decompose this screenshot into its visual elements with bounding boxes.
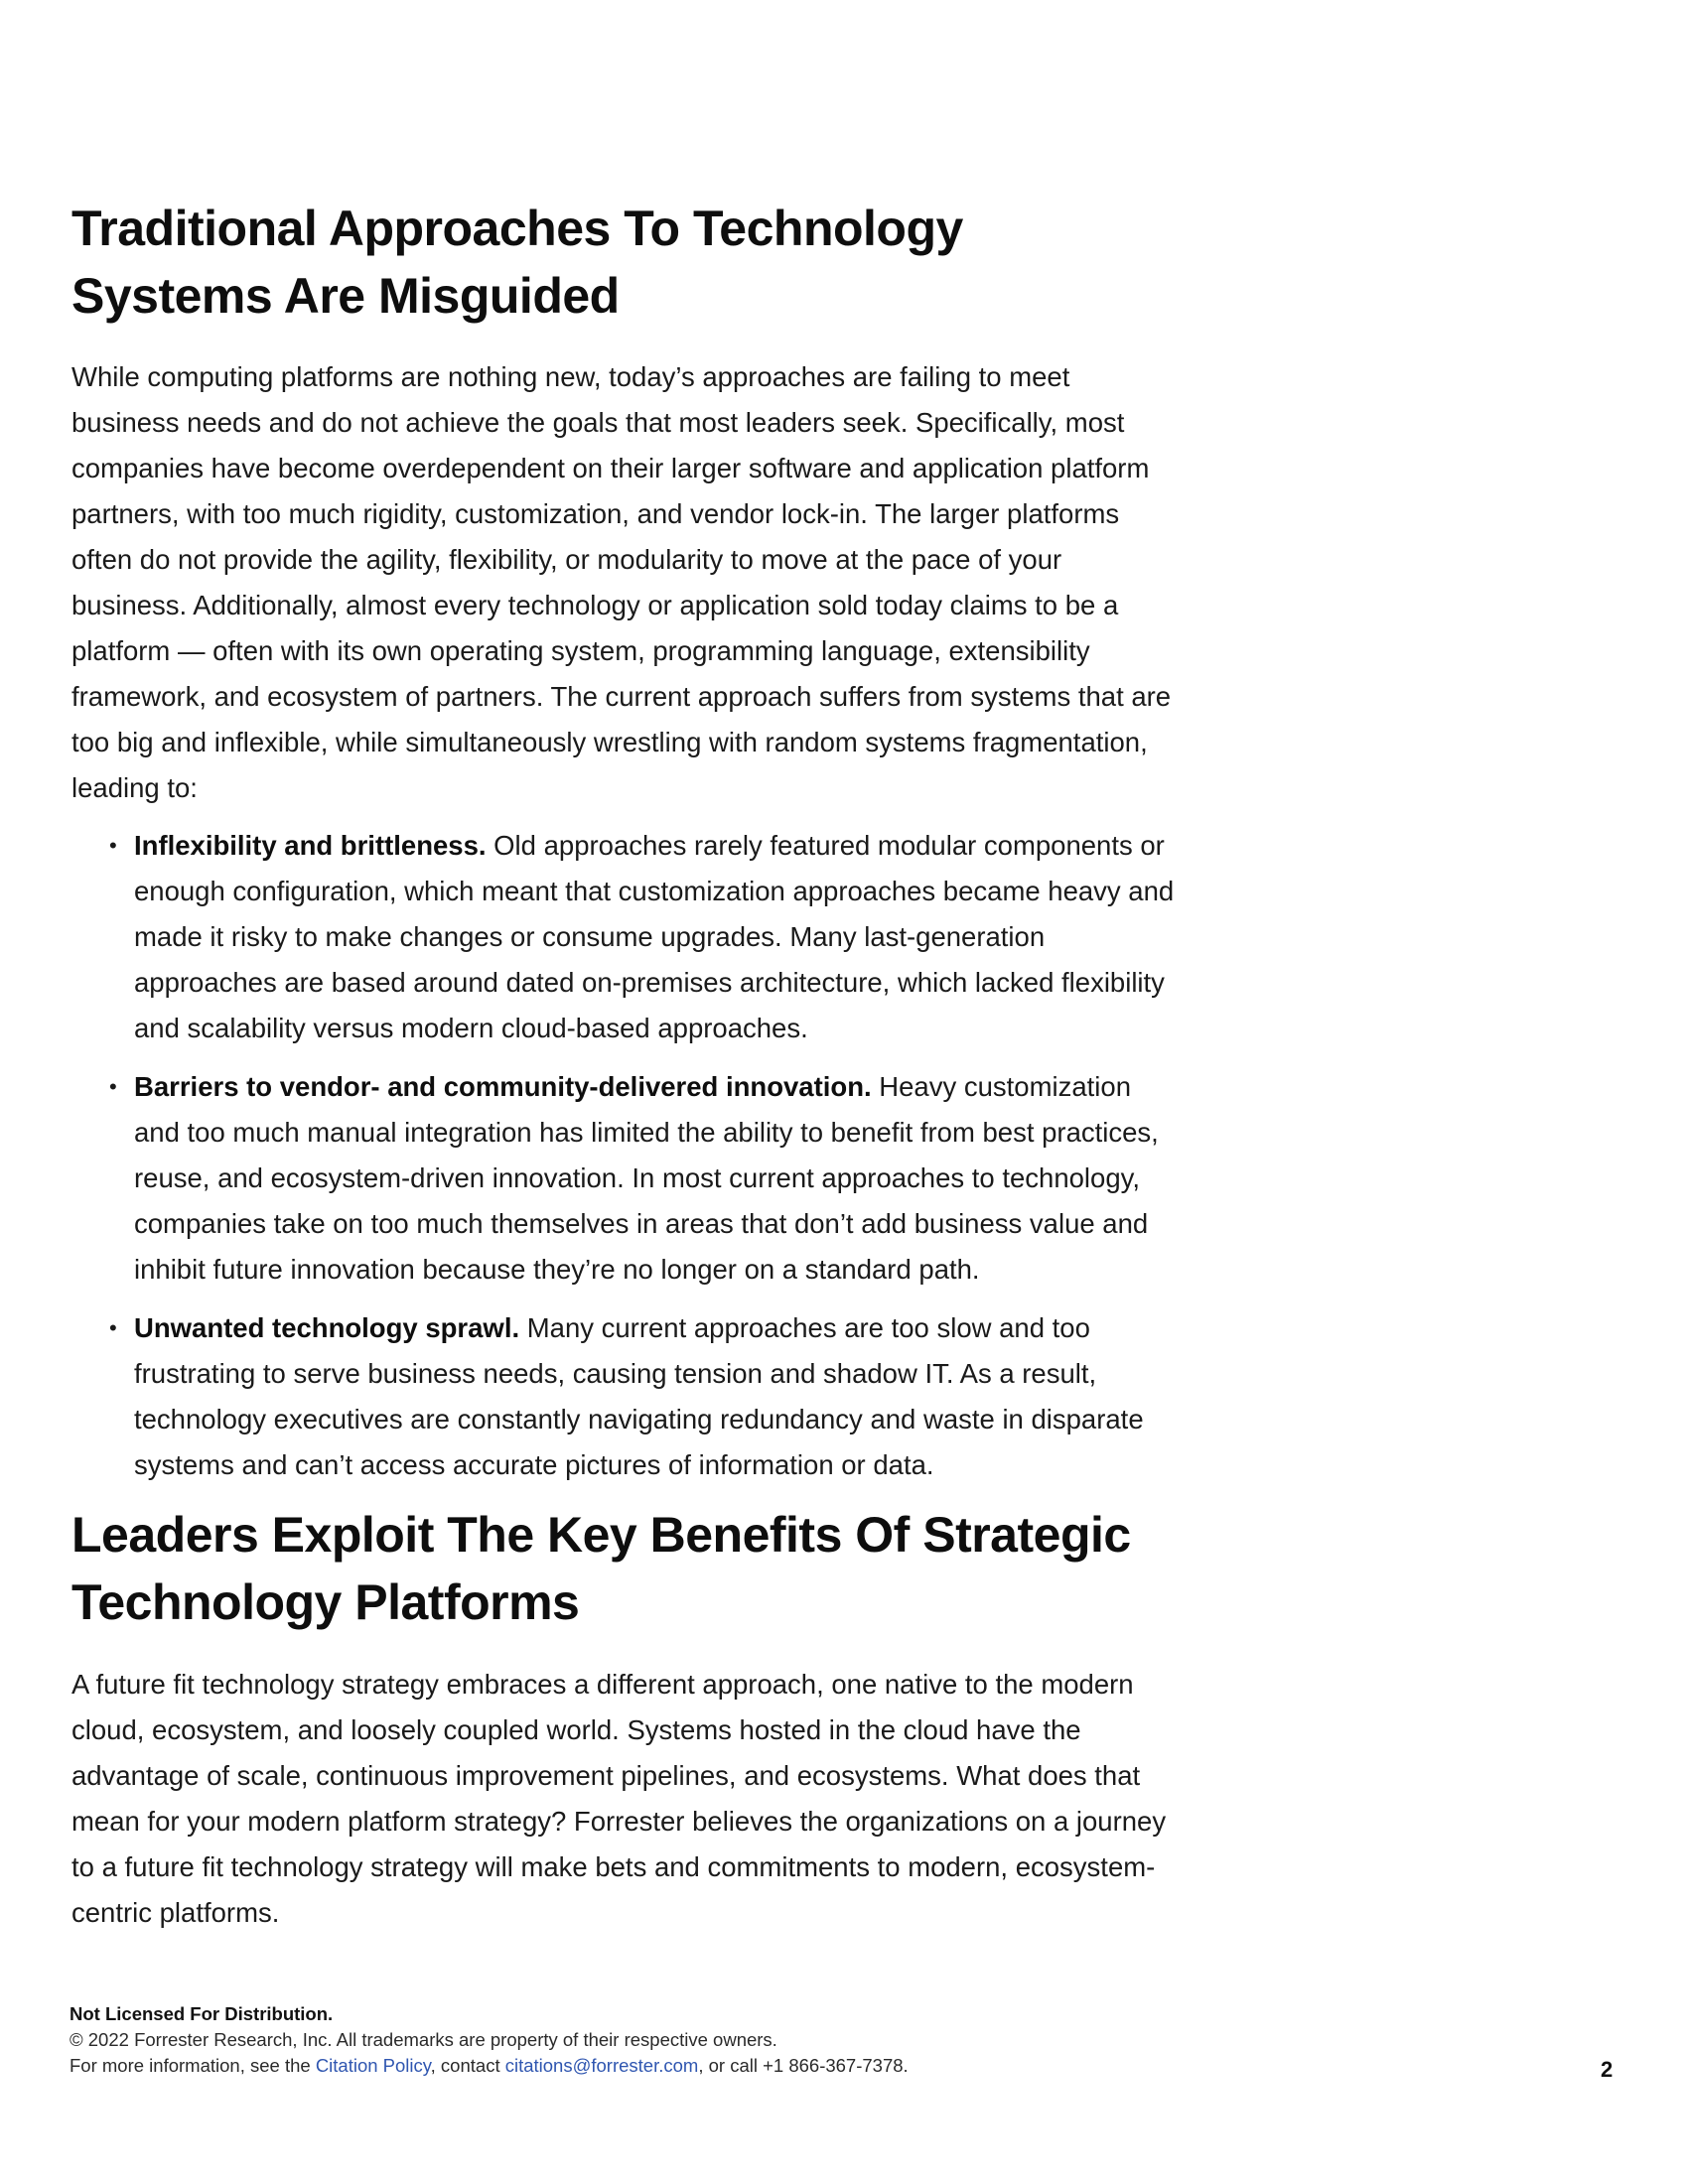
bullet-icon: • — [109, 1315, 117, 1340]
challenges-list — [71, 823, 1182, 1488]
heading-line-2: Technology Platforms — [71, 1574, 580, 1630]
heading-line-1: Traditional Approaches To Technology — [71, 201, 963, 256]
intro-paragraph: While computing platforms are nothing new, today’s approaches are failing to meet business needs and do not achieve the goals that most leaders seek. Specifically, most companies have become overdependent on their larger software and application platform partners, with too much rigidity, customization, and vendor lock-in. The larger platforms often do not provide the agility, flexibility, or modularity to move at the pace of your business. Additionally, almost every technology or application sold today claims to be a platform — often with its own operating system, programming language, extensibility framework, and ecosystem of partners. The current approach suffers from systems that are too big and inflexible, while simultaneously wrestling with random systems fragmentation, leading to: — [71, 361, 1172, 803]
list-item — [71, 1305, 1182, 1488]
citation-policy-link[interactable]: Citation Policy — [315, 2055, 431, 2076]
bullet-icon: • — [109, 1074, 117, 1099]
page-footer — [70, 2001, 1360, 2079]
list-item-text: Heavy customization and too much manual integration has limited the ability to benefit from best practices, reuse, and ecosystem-driven innovation. In most current approaches to technology, companies take on too much themselves in areas that don’t add business value and inhibit future innovation because they’re no longer on a standard path. — [134, 1071, 1159, 1285]
heading-line-1: Leaders Exploit The Key Benefits Of Strategic — [71, 1507, 1131, 1563]
heading-line-2: Systems Are Misguided — [71, 268, 620, 324]
page-number: 2 — [1601, 2057, 1614, 2082]
section-heading-leaders-exploit — [71, 1501, 1182, 1636]
list-item-lead: Inflexibility and brittleness. — [134, 830, 487, 861]
list-item — [71, 823, 1182, 1051]
bullet-icon: • — [109, 833, 117, 858]
section-heading-traditional-approaches — [71, 195, 1182, 330]
list-item-text: Many current approaches are too slow and too frustrating to serve business needs, causing tension and shadow IT. As a result, technology executives are constantly navigating redundancy and waste in disparate systems and can’t access accurate pictures of information or data. — [134, 1312, 1144, 1480]
contact-line — [70, 2053, 1360, 2079]
list-item-lead: Barriers to vendor- and community-delivered innovation. — [134, 1071, 872, 1102]
copyright-notice: © 2022 Forrester Research, Inc. All trademarks are property of their respective owners. — [70, 2029, 777, 2050]
contact-suffix: , or call +1 866-367-7378. — [698, 2055, 909, 2076]
contact-prefix: For more information, see the — [70, 2055, 316, 2076]
contact-middle: , contact — [430, 2055, 505, 2076]
list-item — [71, 1064, 1182, 1293]
benefits-paragraph: A future fit technology strategy embraces a different approach, one native to the modern cloud, ecosystem, and loosely coupled world. Systems hosted in the cloud have the advantage of scale, continuous improvement pipelines, and ecosystems. What does that mean for your modern platform strategy? Forrester believes the organizations on a journey to a future fit technology strategy will make bets and commitments to modern, ecosystem-centric platforms. — [71, 1669, 1167, 1928]
list-item-lead: Unwanted technology sprawl. — [134, 1312, 520, 1343]
citations-email-link[interactable]: citations@forrester.com — [504, 2055, 699, 2076]
list-item-text: Old approaches rarely featured modular components or enough configuration, which meant that customization approaches became heavy and made it risky to make changes or consume upgrades. Many last-generation approaches are based around dated on-premises architecture, which lacked flexibility and scalability versus modern cloud-based approaches. — [134, 830, 1175, 1043]
document-page — [71, 195, 1182, 1936]
license-notice: Not Licensed For Distribution. — [70, 2003, 334, 2024]
